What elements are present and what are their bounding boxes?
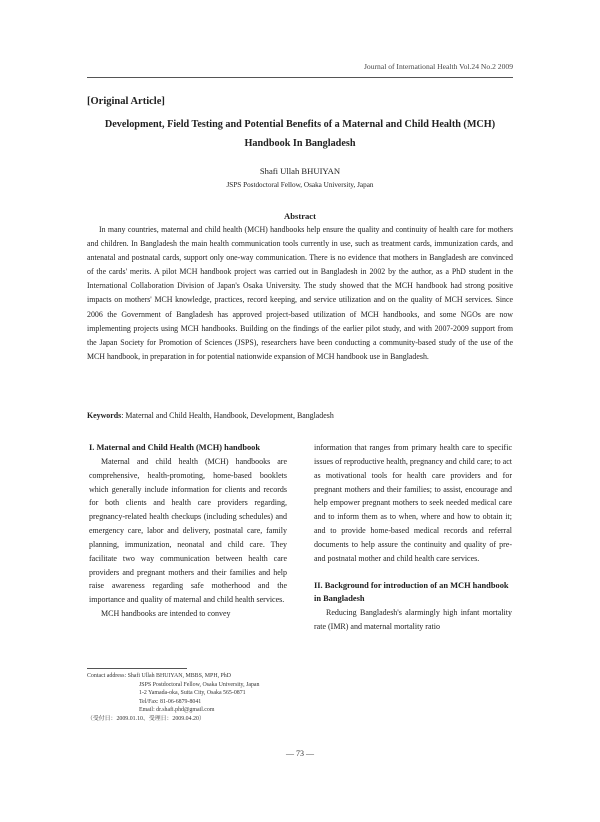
keywords [87, 411, 513, 420]
section-1-paragraph-1: Maternal and child health (MCH) handbooks are comprehensive, health-promoting, home-based booklets which generally include information for clients and records for both clients and health care providers regarding, pregnancy-related health checkups (including schedules) and emergency care, labor and delivery, postnatal care, family planning, immunization, neonatal and child care. They facilitate two way communication between health care providers and pregnant mothers and their families and help raise awareness regarding safe motherhood and the importance and quality of maternal and child health services. [89, 456, 287, 605]
section-2-paragraph-1: Reducing Bangladesh's alarmingly high infant mortality rate (IMR) and maternal mortality ratio [314, 608, 512, 632]
section-1-paragraph-2-continued: information that ranges from primary health care to specific issues of reproductive health, pregnancy and child care; to act as motivational tools for health care providers and for pregnant mothers and their families; to assist, encourage and help empower pregnant mothers to seek needed medical care and to inform them as to when, where and how to obtain it; and to provide home-based medical records and referral documents to help assure the continuity and quality of pre- and postnatal mother and child health care services. [314, 443, 512, 563]
abstract-heading: Abstract [284, 211, 316, 221]
journal-header: Journal of International Health Vol.24 No.2 2009 [363, 62, 513, 71]
author-affiliation: JSPS Postdoctoral Fellow, Osaka University, Japan [226, 181, 374, 189]
section-1-paragraph-2-start: MCH handbooks are intended to convey [101, 609, 231, 619]
footnote-email-line: Email: dr.shafi.phd@gmail.com [139, 707, 215, 713]
section-1-heading: I. Maternal and Child Health (MCH) handbook [89, 443, 261, 452]
header-rule [87, 77, 513, 78]
footnote-tel-line: Tel/Fax: 81-06-6879-8041 [139, 698, 202, 705]
footnote-rule [87, 668, 187, 669]
keywords-text: : Maternal and Child Health, Handbook, Development, Bangladesh [121, 411, 334, 420]
author-name: Shafi Ullah BHUIYAN [259, 166, 341, 176]
article-title: Development, Field Testing and Potential Benefits of a Maternal and Child Health (MCH) Handbook In Bangladesh [104, 119, 496, 149]
right-column [314, 441, 512, 634]
contact-footnote [87, 672, 259, 723]
section-tag: [Original Article] [87, 96, 165, 107]
abstract-text: In many countries, maternal and child health (MCH) handbooks help ensure the quality and continuity of health care for mothers and children. In Bangladesh the main health communication tools currently in use, such as treatment cards, immunization cards, and antenatal and postnatal cards, support only one-way communication. There is no evidence that mothers in Bangladesh are convinced of the cards' merits. A pilot MCH handbook project was carried out in Bangladesh in 2002 by the author, as a PhD student in the International Collaboration Division of Japan's Osaka University. The study showed that the MCH handbook had strong positive impacts on mothers' MCH knowledge, practices, record keeping, and service utilization and on the quality of MCH services. Since 2006 the Government of Bangladesh has approved project-based utilization of MCH handbooks, and some NGOs are now implementing projects using MCH handbooks. Building on the findings of the earlier pilot study, and with 2007-2009 support from the Japan Society for Promotion of Sciences (JSPS), researchers have been conducting a community-based study of the use of the MCH handbook, in preparation in for potential nationwide expansion of MCH handbook use in Bangladesh. [87, 225, 513, 361]
footnote-address-line: 1-2 Yamada-oka, Suita City, Osaka 565-0871 [139, 690, 246, 696]
section-2-heading: II. Background for introduction of an MCH handbook in Bangladesh [314, 580, 509, 604]
page-number: — 73 — [286, 749, 314, 758]
footnote-affiliation-line: JSPS Postdoctoral Fellow, Osaka University, Japan [139, 681, 260, 688]
left-column [89, 441, 287, 621]
footnote-dates-line: （受付日：2009.01.10、受理日：2009.04.20） [87, 715, 205, 722]
footnote-contact-line: Contact address: Shafi Ullah BHUIYAN, MBBS, MPH, PhD [87, 673, 231, 679]
keywords-label: Keywords [87, 411, 122, 420]
